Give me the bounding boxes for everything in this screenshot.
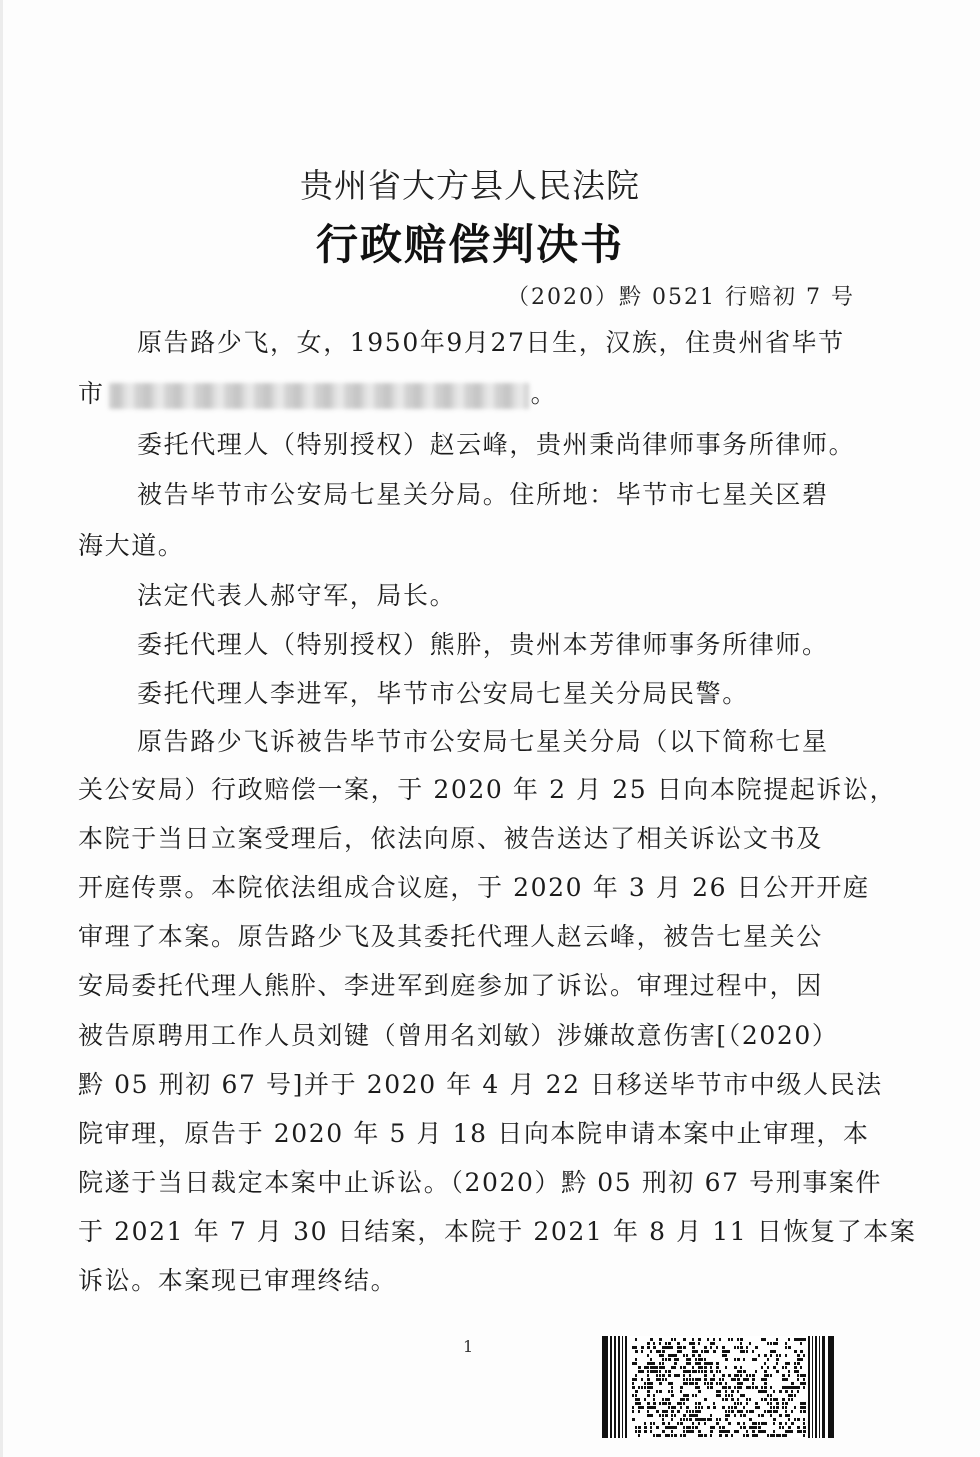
paragraph-line: 院审理，原告于 2020 年 5 月 18 日向本院申请本案中止审理，本 [78,1119,870,1148]
address-suffix: 。 [530,379,558,408]
paragraph-line: 原告路少飞诉被告毕节市公安局七星关分局（以下简称七星 [137,727,829,756]
paragraph-line: 被告毕节市公安局七星关分局。住所地：毕节市七星关区碧 [137,480,829,509]
paragraph-line: 法定代表人郝守军，局长。 [137,581,457,610]
paragraph-line: 海大道。 [78,531,185,560]
paragraph-line: 关公安局）行政赔偿一案，于 2020 年 2 月 25 日向本院提起诉讼， [78,775,897,804]
paragraph-line: 被告原聘用工作人员刘键（曾用名刘敏）涉嫌故意伤害[（2020） [78,1021,839,1050]
paragraph-line: 原告路少飞，女，1950年9月27日生，汉族，住贵州省毕节 [137,328,845,357]
paragraph-line: 审理了本案。原告路少飞及其委托代理人赵云峰，被告七星关公 [78,922,823,951]
document-title: 行政赔偿判决书 [315,220,624,269]
paragraph-line: 委托代理人李进军，毕节市公安局七星关分局民警。 [137,679,749,708]
paragraph-line: 安局委托代理人熊肸、李进军到庭参加了诉讼。审理过程中，因 [78,971,823,1000]
court-name: 贵州省大方县人民法院 [300,166,640,205]
address-prefix: 市 [78,379,105,408]
redacted-address [109,383,529,409]
barcode-icon [602,1336,834,1438]
page-number: 1 [463,1337,474,1356]
paragraph-line: 委托代理人（特别授权）熊肸，贵州本芳律师事务所律师。 [137,630,829,659]
paragraph-line: 开庭传票。本院依法组成合议庭，于 2020 年 3 月 26 日公开开庭 [78,873,870,902]
paragraph-line: 于 2021 年 7 月 30 日结案，本院于 2021 年 8 月 11 日恢复了本案 [78,1217,917,1246]
paragraph-line: 委托代理人（特别授权）赵云峰，贵州秉尚律师事务所律师。 [137,430,856,459]
address-line [78,379,868,409]
case-number: （2020）黔 0521 行赔初 7 号 [507,285,855,310]
paragraph-line: 黔 05 刑初 67 号]并于 2020 年 4 月 22 日移送毕节市中级人民法 [78,1070,883,1099]
paragraph-line: 院遂于当日裁定本案中止诉讼。（2020）黔 05 刑初 67 号刑事案件 [78,1168,883,1197]
paragraph-line: 本院于当日立案受理后，依法向原、被告送达了相关诉讼文书及 [78,824,823,853]
paragraph-line: 诉讼。本案现已审理终结。 [78,1266,398,1295]
